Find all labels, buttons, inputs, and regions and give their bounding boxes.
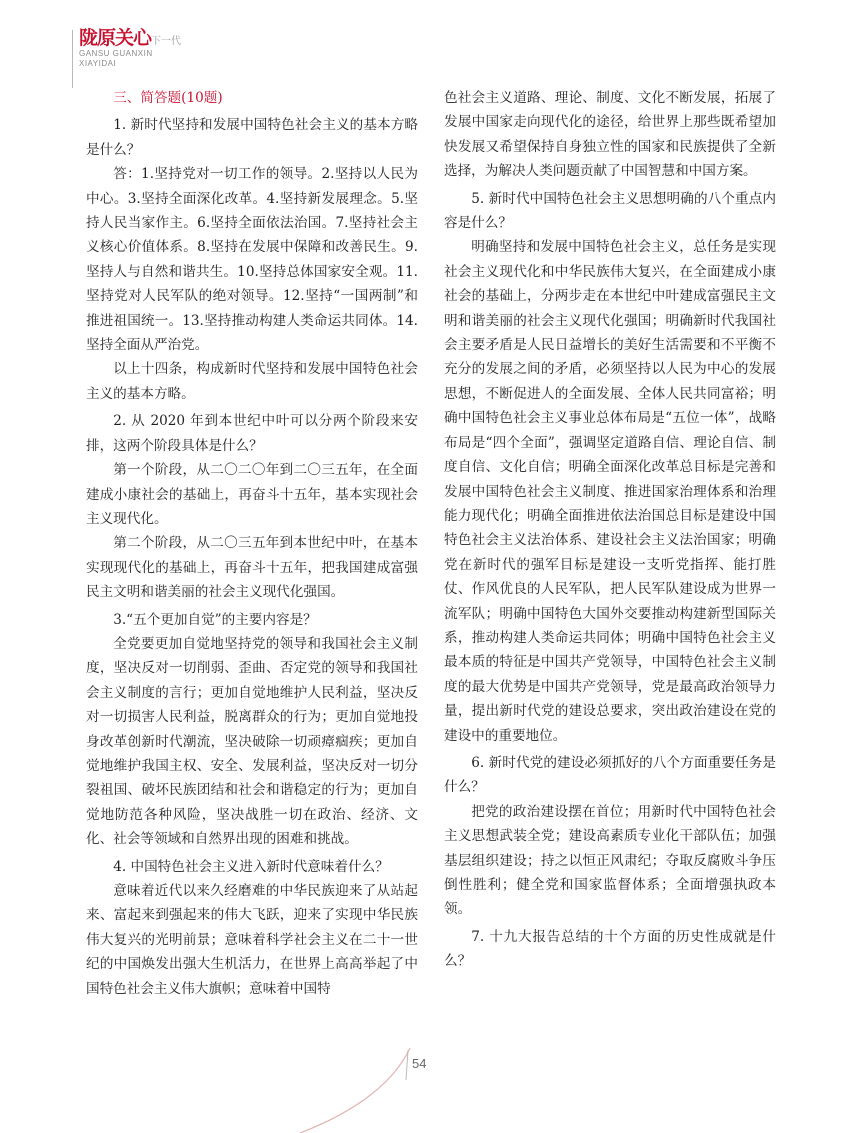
logo-chinese: 陇原关心下一代	[79, 27, 182, 49]
answer-paragraph: 第二个阶段，从二〇三五年到本世纪中叶，在基本实现现代化的基础上，再奋斗十五年，把我国建成富强民主文明和谐美丽的社会主义现代化强国。	[86, 535, 418, 601]
question: 6. 新时代党的建设必须抓好的八个方面重要任务是什么？	[444, 754, 776, 796]
answer-paragraph: 意味着近代以来久经磨难的中华民族迎来了从站起来、富起来到强起来的伟大飞跃，迎来了实现中华民族伟大复兴的光明前景；意味着科学社会主义在二十一世纪的中国焕发出强大生机活力，在世界上高高举起了中国特色社会主义伟大旗帜；意味着中国特	[86, 883, 418, 997]
question: 1. 新时代坚持和发展中国特色社会主义的基本方略是什么？	[86, 117, 418, 158]
page-number: 54	[412, 1056, 427, 1071]
left-column	[86, 86, 418, 1001]
question: 3.“五个更加自觉”的主要内容是？	[113, 611, 317, 628]
answer-paragraph: 全党要更加自觉地坚持党的领导和我国社会主义制度，坚决反对一切削弱、歪曲、否定党的领导和我国社会主义制度的言行；更加自觉地维护人民利益，坚决反对一切损害人民利益，脱离群众的行为；更加自觉地投身改革创新时代潮流，坚决破除一切顽瘴痼疾；更加自觉地维护我国主权、安全、发展利益，坚决反对一切分裂祖国、破坏民族团结和社会和谐稳定的行为；更加自觉地防范各种风险，坚决战胜一切在政治、经济、文化、社会等领域和自然界出现的困难和挑战。	[86, 635, 418, 848]
question: 5. 新时代中国特色社会主义思想明确的八个重点内容是什么？	[444, 190, 776, 232]
answer-paragraph: 答：1.坚持党对一切工作的领导。2.坚持以人民为中心。3.坚持全面深化改革。4.坚持新发展理念。5.坚持人民当家作主。6.坚持全面依法治国。7.坚持社会主义核心价值体系。8.坚持在发展中保障和改善民生。9.坚持人与自然和谐共生。10.坚持总体国家安全观。11.坚持党对人民军队的绝对领导。12.坚持“一国两制”和推进祖国统一。13.坚持推动构建人类命运共同体。14.坚持全面从严治党。	[86, 166, 418, 354]
answer-paragraph: 明确坚持和发展中国特色社会主义，总任务是实现社会主义现代化和中华民族伟大复兴，在全面建成小康社会的基础上，分两步走在本世纪中叶建成富强民主文明和谐美丽的社会主义现代化强国；明确新时代我国社会主要矛盾是人民日益增长的美好生活需要和不平衡不充分的发展之间的矛盾，必须坚持以人民为中心的发展思想，不断促进人的全面发展、全体人民共同富裕；明确中国特色社会主义事业总体布局是“五位一体”，战略布局是“四个全面”，强调坚定道路自信、理论自信、制度自信、文化自信；明确全面深化改革总目标是完善和发展中国特色社会主义制度、推进国家治理体系和治理能力现代化；明确全面推进依法治国总目标是建设中国特色社会主义法治体系、建设社会主义法治国家；明确党在新时代的强军目标是建设一支听党指挥、能打胜仗、作风优良的人民军队，把人民军队建设成为世界一流军队；明确中国特色大国外交要推动构建新型国际关系，推动构建人类命运共同体；明确中国特色社会主义最本质的特征是中国共产党领导，中国特色社会主义制度的最大优势是中国共产党领导，党是最高政治领导力量，提出新时代党的建设总要求，突出政治建设在党的建设中的重要地位。	[444, 239, 776, 744]
logo-divider	[72, 30, 73, 88]
logo-english: GANSU GUANXIN XIAYIDAI	[79, 49, 153, 68]
section-title: 三、简答题(10题)	[113, 90, 223, 106]
answer-paragraph: 把党的政治建设摆在首位；用新时代中国特色社会主义思想武装全党；建设高素质专业化干部队伍；加强基层组织建设；持之以恒正风肃纪；夺取反腐败斗争压倒性胜利；健全党和国家监督体系；全面增强执政本领。	[444, 803, 776, 918]
answer-paragraph: 以上十四条，构成新时代坚持和发展中国特色社会主义的基本方略。	[86, 361, 418, 402]
question: 4. 中国特色社会主义进入新时代意味着什么？	[113, 858, 389, 875]
answer-paragraph: 第一个阶段，从二〇二〇年到二〇三五年，在全面建成小康社会的基础上，再奋斗十五年，基本实现社会主义现代化。	[86, 462, 418, 527]
right-column	[444, 86, 776, 974]
answer-paragraph: 色社会主义道路、理论、制度、文化不断发展，拓展了发展中国家走向现代化的途径，给世界上那些既希望加快发展又希望保持自身独立性的国家和民族提供了全新选择，为解决人类问题贡献了中国智慧和中国方案。	[444, 90, 776, 180]
question: 7. 十九大报告总结的十个方面的历史性成就是什么？	[444, 928, 776, 970]
question: 2. 从 2020 年到本世纪中叶可以分两个阶段来安排，这两个阶段具体是什么？	[86, 413, 418, 454]
